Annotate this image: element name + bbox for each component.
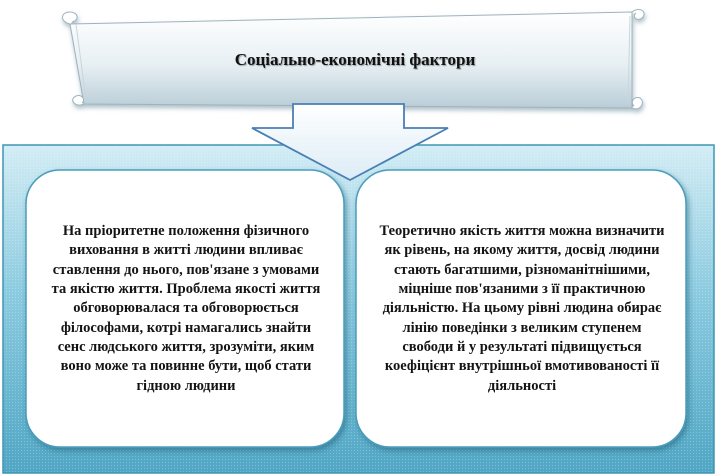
banner-title: Соціально-економічні фактори	[234, 50, 476, 69]
card-right-text: Теоретично якість життя можна визначити як рівень, на якому життя, досвід людини стають багатшими, різноманітнішими, міцніше пов'язаними з її практичною діяльністю. На цьому рівні людина обирає лінію поведінки з великим ступенем свободи й у результаті підвищується коефіцієнт внутрішньої вмотивованості її діяльності	[379, 223, 665, 394]
card-left-text: На пріоритетне положення фізичного виховання в житті людини впливає ставлення до нього, пов'язане з умовами та якістю життя. Проблема якості життя обговорювалася та обговорюється філософами, котрі намагались знайти сенс людського життя, зрозуміти, яким воно може та повинне бути, щоб стати гідною людини	[51, 223, 321, 394]
